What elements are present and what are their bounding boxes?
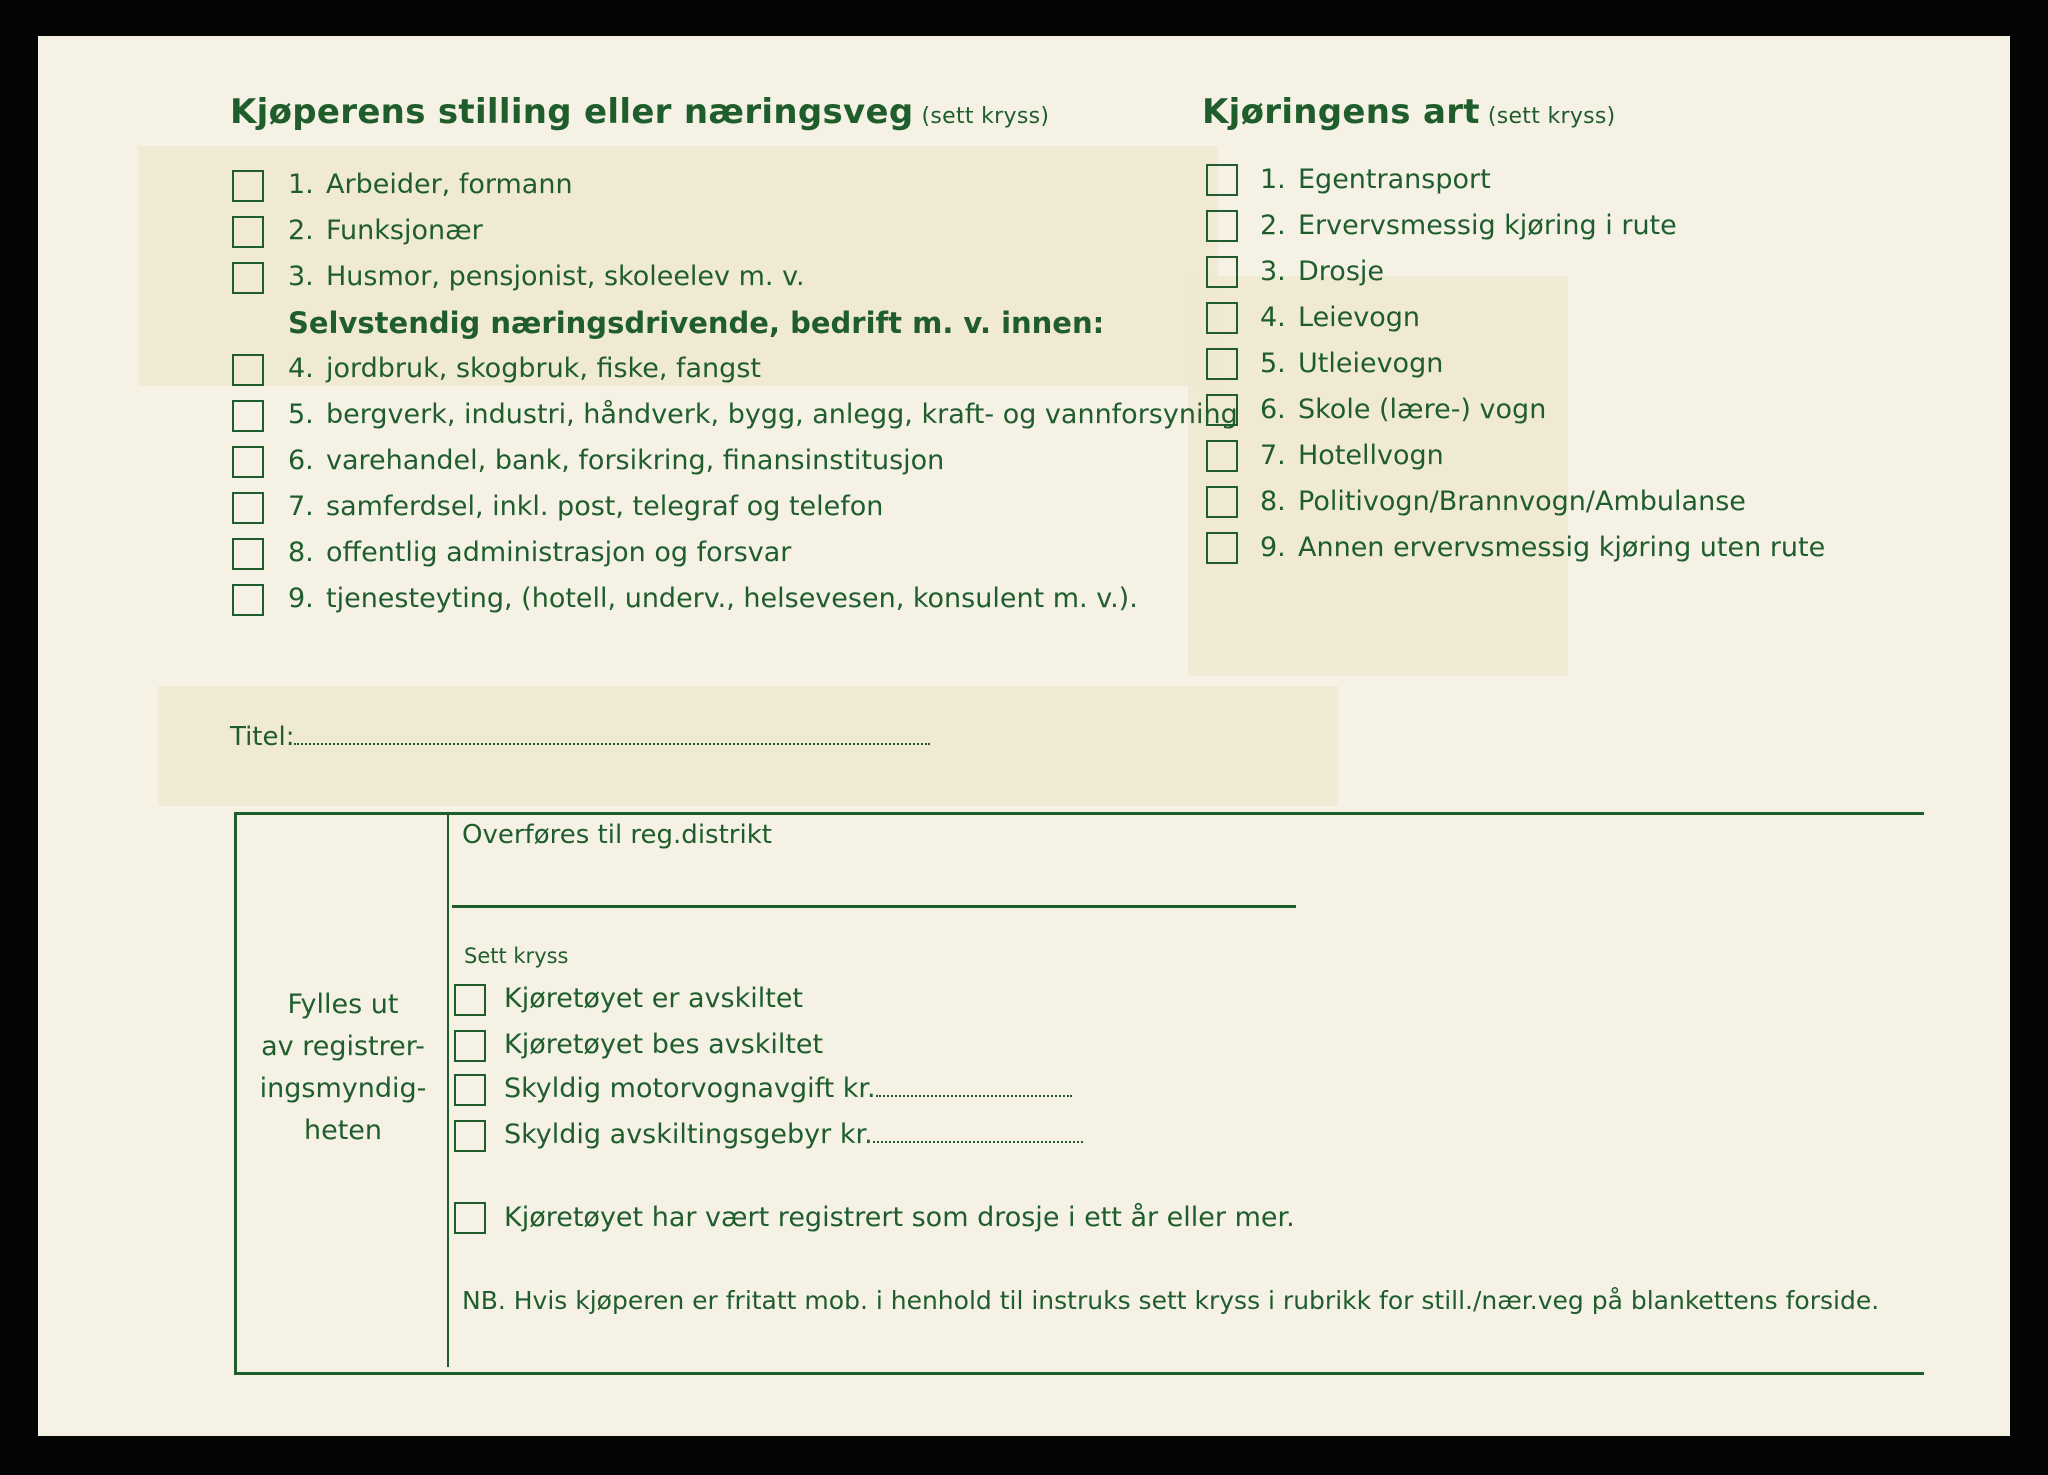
request-deregistration-label: Kjøretøyet bes avskiltet [504,1029,824,1060]
driving-type-note: (sett kryss) [1487,104,1616,129]
occupation-option-4: 4. jordbruk, skogbruk, fiske, fangst [288,353,761,384]
occupation-checkbox-2[interactable] [232,216,264,248]
occupation-option-5: 5. bergverk, industri, håndverk, bygg, anlegg, kraft- og vannforsyning [288,399,1238,430]
paper-stain [1188,276,1568,676]
box-top-rule [234,812,1924,815]
driving-type-checkbox-6[interactable] [1206,394,1238,426]
driving-type-option-7: 7. Hotellvogn [1260,440,1444,471]
occupation-option-3: 3. Husmor, pensjonist, skoleelev m. v. [288,261,805,292]
driving-type-checkbox-4[interactable] [1206,302,1238,334]
occupation-checkbox-4[interactable] [232,354,264,386]
occupation-option-6: 6. varehandel, bank, forsikring, finansinstitusjon [288,445,945,476]
driving-type-checkbox-8[interactable] [1206,486,1238,518]
driving-type-option-6: 6. Skole (lære-) vogn [1260,394,1547,425]
box-bottom-rule [234,1372,1924,1375]
deregistered-checkbox[interactable] [454,984,486,1016]
driving-type-checkbox-7[interactable] [1206,440,1238,472]
driving-type-checkbox-9[interactable] [1206,532,1238,564]
request-deregistration-checkbox[interactable] [454,1030,486,1062]
driving-type-checkbox-2[interactable] [1206,210,1238,242]
occupation-option-1: 1. Arbeider, formann [288,169,573,200]
transfer-district-label: Overføres til reg.distrikt [462,820,772,850]
titel-field [230,722,930,752]
titel-label: Titel: [230,722,295,752]
taxi-registration-checkbox[interactable] [454,1202,486,1234]
driving-type-option-9: 9. Annen ervervsmessig kjøring uten rute [1260,532,1826,563]
occupation-option-2: 2. Funksjonær [288,215,483,246]
titel-dotted-line[interactable] [294,725,930,745]
registration-authority-label: Fylles ut av registrer- ingsmyndig- heten [259,989,427,1146]
taxi-registration-label: Kjøretøyet har vært registrert som drosje i ett år eller mer. [504,1202,1295,1233]
occupation-checkbox-6[interactable] [232,446,264,478]
form-paper [38,36,2010,1436]
deregistration-fee-checkbox[interactable] [454,1120,486,1152]
driving-type-option-5: 5. Utleievogn [1260,348,1444,379]
driving-type-checkbox-1[interactable] [1206,164,1238,196]
driving-type-option-4: 4. Leievogn [1260,302,1421,333]
occupation-option-7: 7. samferdsel, inkl. post, telegraf og telefon [288,491,884,522]
occupation-note: (sett kryss) [921,104,1050,129]
nb-note: NB. Hvis kjøperen er fritatt mob. i henhold til instruks sett kryss i rubrikk for still./nær.veg på blankettens forside. [462,1286,1880,1315]
deregistration-fee-dotted-line[interactable] [873,1123,1083,1143]
driving-type-option-1: 1. Egentransport [1260,164,1491,195]
driving-type-option-8: 8. Politivogn/Brannvogn/Ambulanse [1260,486,1746,517]
vehicle-tax-field: Skyldig motorvognavgift kr. [504,1073,1072,1104]
occupation-checkbox-8[interactable] [232,538,264,570]
deregistration-fee-field: Skyldig avskiltingsgebyr kr. [504,1119,1083,1150]
vehicle-tax-dotted-line[interactable] [876,1077,1072,1097]
occupation-option-9: 9. tjenesteyting, (hotell, underv., helsevesen, konsulent m. v.). [288,583,1138,614]
driving-type-option-3: 3. Drosje [1260,256,1384,287]
driving-type-checkbox-5[interactable] [1206,348,1238,380]
occupation-checkbox-7[interactable] [232,492,264,524]
occupation-checkbox-1[interactable] [232,170,264,202]
driving-type-checkbox-3[interactable] [1206,256,1238,288]
deregistered-label: Kjøretøyet er avskiltet [504,983,804,1014]
driving-type-section-title: Kjøringens art (sett kryss) [1202,92,1616,132]
box-divider-rule [447,812,449,1367]
occupation-option-8: 8. offentlig administrasjon og forsvar [288,537,792,568]
occupation-section-title: Kjøperens stilling eller næringsveg (sett kryss) [230,92,1050,132]
sett-kryss-label: Sett kryss [464,944,569,968]
occupation-checkbox-5[interactable] [232,400,264,432]
transfer-district-line[interactable] [452,905,1296,908]
box-left-rule [234,812,237,1375]
driving-type-option-2: 2. Ervervsmessig kjøring i rute [1260,210,1677,241]
occupation-checkbox-3[interactable] [232,262,264,294]
occupation-checkbox-9[interactable] [232,584,264,616]
self-employed-subheading: Selvstendig næringsdrivende, bedrift m. v. innen: [288,306,1105,340]
vehicle-tax-checkbox[interactable] [454,1074,486,1106]
